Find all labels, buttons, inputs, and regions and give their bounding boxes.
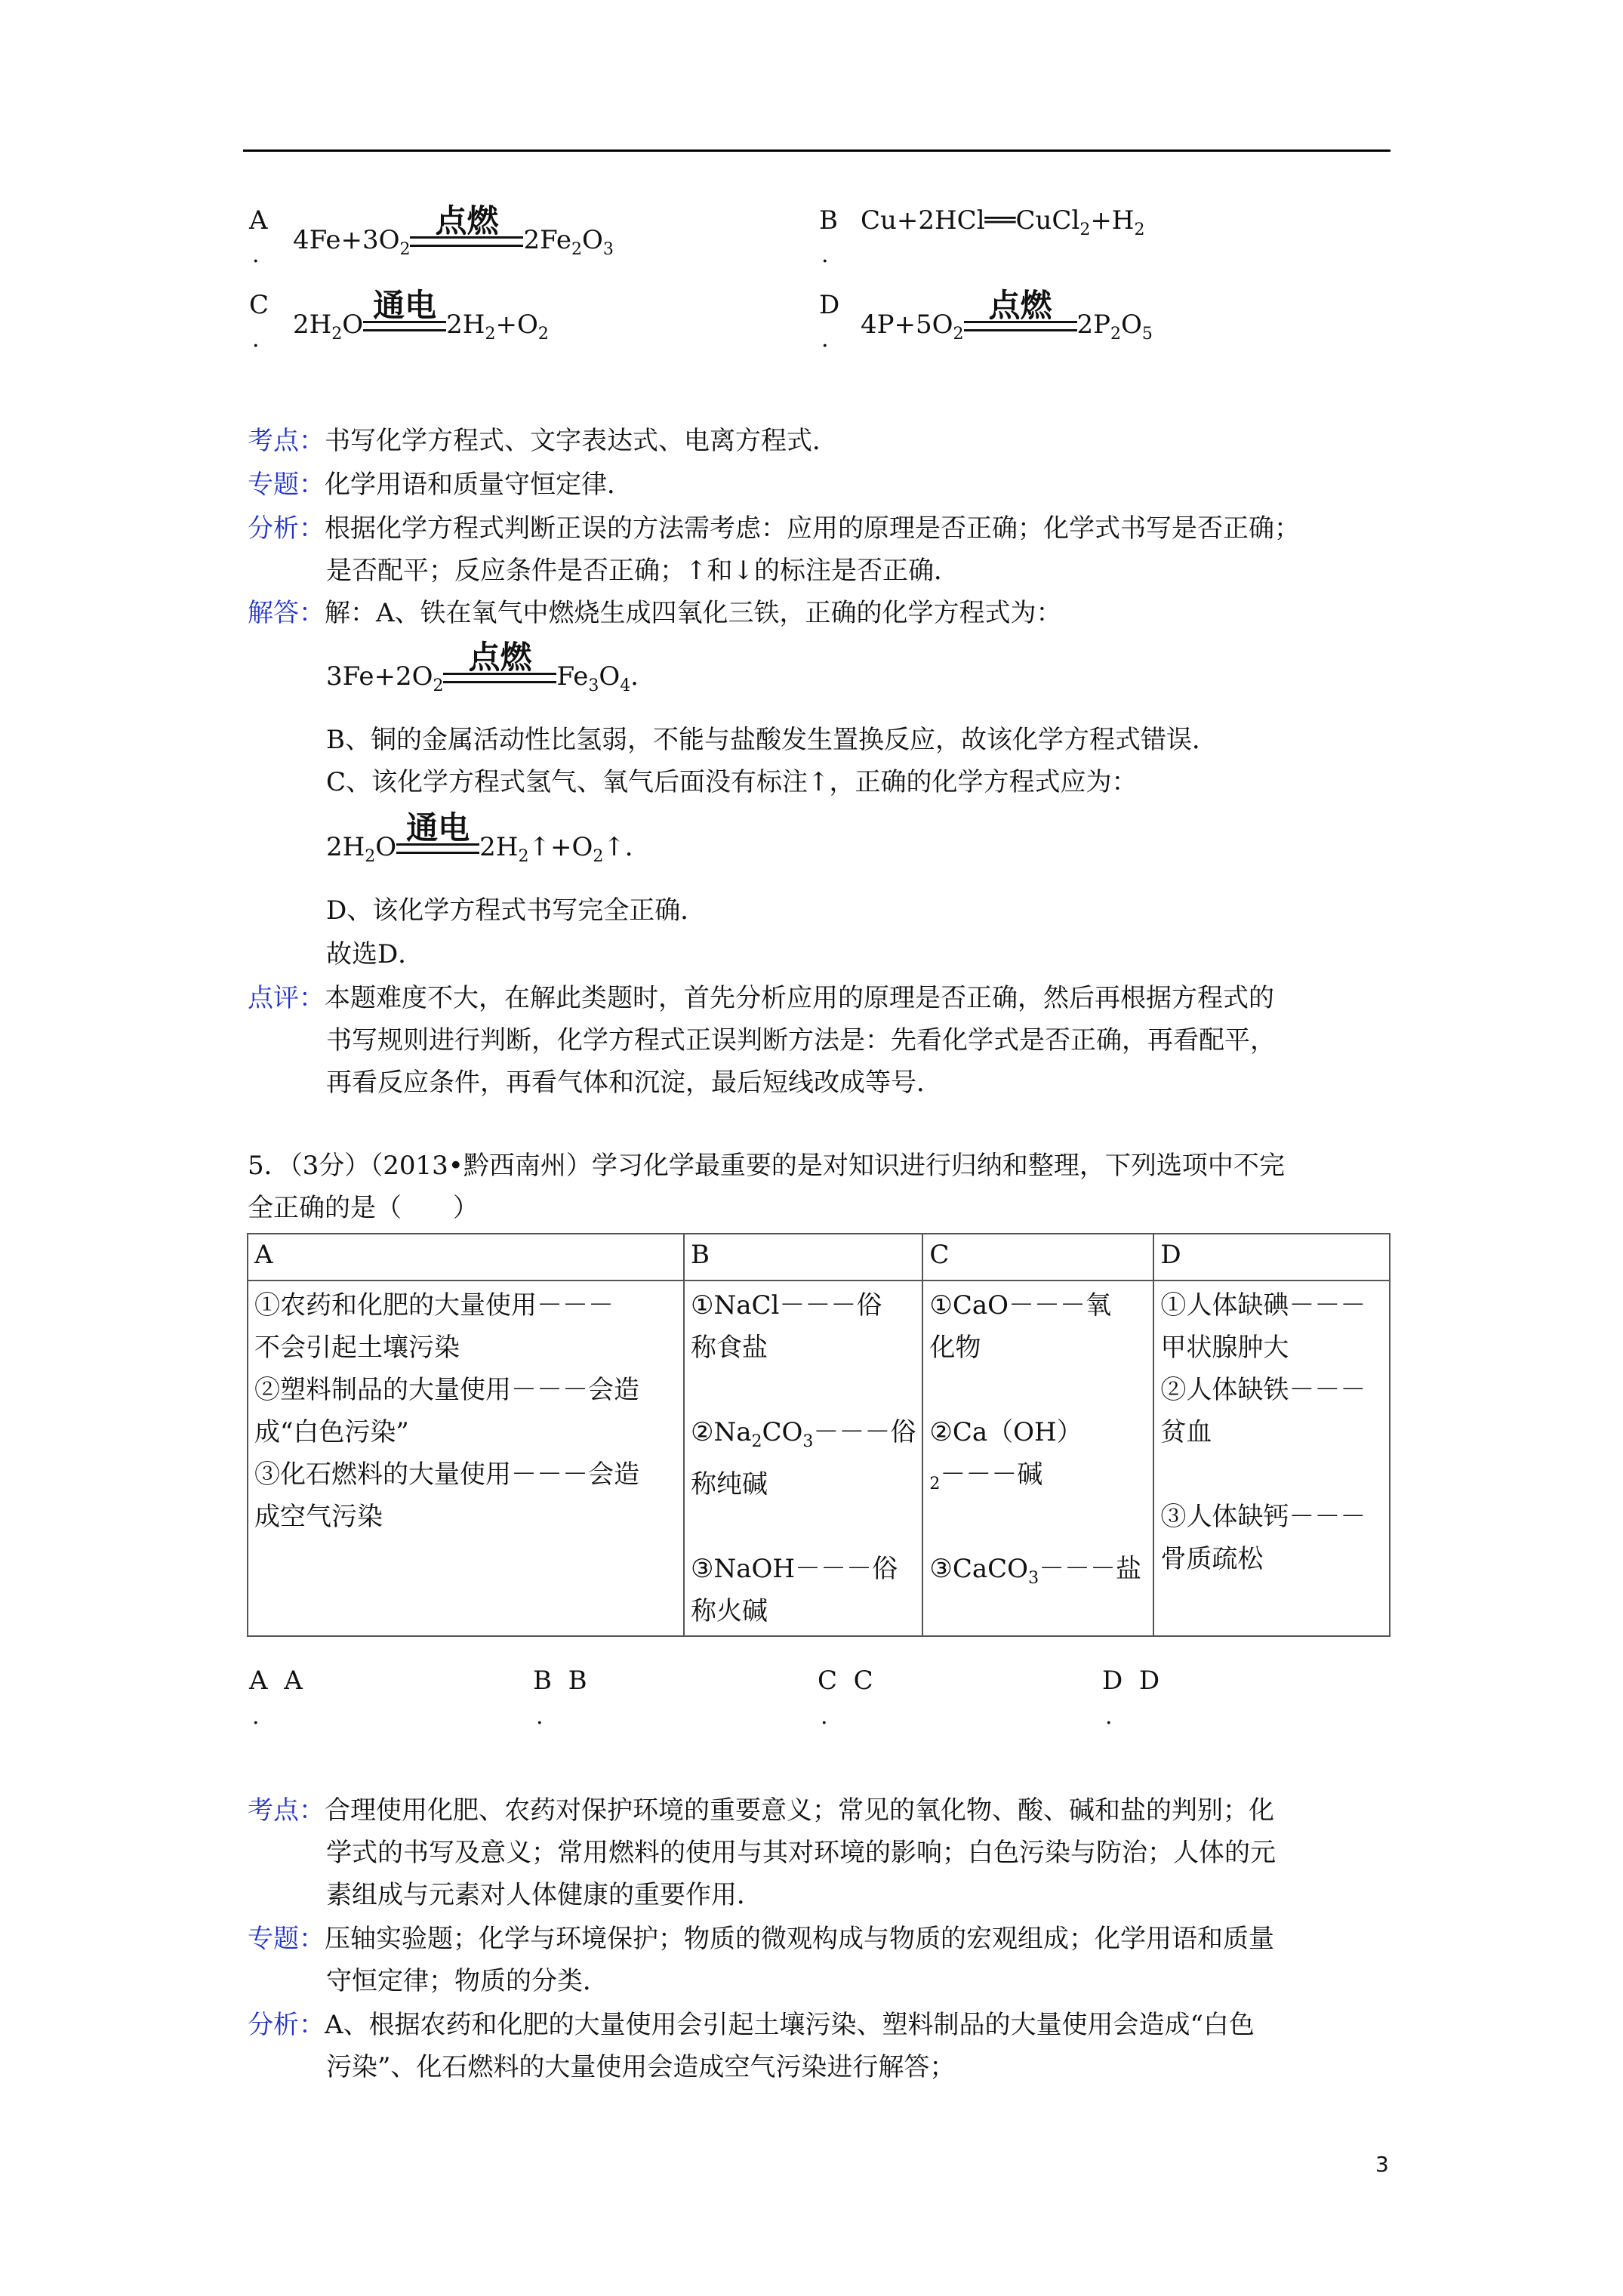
q4-answer: 故选D．: [326, 939, 424, 969]
choice-a-dot: .: [252, 1703, 260, 1730]
page-number: 3: [1375, 2152, 1389, 2177]
dianping-label: 点评：: [248, 983, 325, 1013]
option-c-dot: .: [252, 326, 260, 353]
kaodian-label: 考点：: [248, 1795, 325, 1826]
choice-d-dot: .: [1105, 1703, 1113, 1730]
jieda-label: 解答：: [248, 598, 325, 628]
q5-stem-line2: 全正确的是（ ）: [248, 1193, 479, 1223]
choice-b-dot: .: [536, 1703, 544, 1730]
table-cell-b: ①NaCl－－－俗 称食盐 $②Na_2CO_3---$俗 称纯碱 ③NaOH－－－俗 称火碱: [684, 1281, 922, 1636]
q5-fenxi-line2: 污染”、化石燃料的大量使用会造成空气污染进行解答；: [326, 2052, 956, 2082]
q4-jieda-b: B、铜的金属活动性比氢弱，不能与盐酸发生置换反应，故该化学方程式错误．: [326, 725, 1218, 755]
fenxi-label: 分析：: [248, 2010, 325, 2040]
table-cell-c: ①CaO－－－氧 化物 ②Ca（OH） $_2$－－－碱 ③CaCO$_3$－－－盐: [922, 1281, 1153, 1636]
option-d-equation: $4P+5O_2$ 点燃 $2P_2O_5$: [861, 287, 1153, 344]
option-b-dot: .: [821, 242, 829, 268]
q4-jieda: 解答：解：A、铁在氧气中燃烧生成四氧化三铁，正确的化学方程式为：: [248, 598, 1062, 628]
q4-jieda-eq-a: $3Fe+2O_2$ 点燃 $Fe_3O_4$．: [326, 639, 657, 695]
q5-options-table: [247, 1233, 1390, 1637]
choice-a: A A: [249, 1666, 303, 1696]
table-cell-d: ①人体缺碘－－－ 甲状腺肿大 ②人体缺铁－－－ 贫血 ③人体缺钙－－－ 骨质疏松: [1153, 1281, 1390, 1636]
q4-fenxi: 分析：根据化学方程式判断正误的方法需考虑：应用的原理是否正确；化学式书写是否正确；: [248, 513, 1300, 544]
q5-kaodian: 考点：合理使用化肥、农药对保护环境的重要意义；常见的氧化物、酸、碱和盐的判别；化: [248, 1795, 1274, 1826]
q4-zhuanti: 专题：化学用语和质量守恒定律．: [248, 470, 633, 500]
q5-zhuanti-line2: 守恒定律；物质的分类．: [326, 1966, 608, 1996]
table-header-b: B: [684, 1234, 922, 1281]
option-d-letter: D: [819, 290, 840, 320]
fenxi-label: 分析：: [248, 513, 325, 544]
q5-zhuanti: 专题：压轴实验题；化学与环境保护；物质的微观构成与物质的宏观组成；化学用语和质量: [248, 1924, 1274, 1954]
option-a-dot: .: [252, 242, 260, 268]
option-b-letter: B: [819, 205, 838, 236]
option-a-equation: $4Fe+3O_2$ 点燃 $2Fe_2O_3$: [293, 202, 614, 259]
q4-dianping: 点评：本题难度不大，在解此类题时，首先分析应用的原理是否正确，然后再根据方程式的: [248, 983, 1274, 1013]
q4-dianping-line3: 再看反应条件，再看气体和沉淀，最后短线改成等号．: [326, 1068, 942, 1098]
choice-b: B B: [533, 1666, 587, 1696]
choice-c-dot: .: [821, 1703, 828, 1730]
q4-jieda-eq-c: $2H_2O$ 通电 $2H_2↑+O_2↑$．: [326, 809, 651, 866]
q4-dianping-line2: 书写规则进行判断，化学方程式正误判断方法是：先看化学式是否正确，再看配平，: [326, 1025, 1276, 1056]
choice-c: C C: [818, 1666, 873, 1696]
kaodian-label: 考点：: [248, 426, 325, 456]
q5-stem: 5．（3分）（2013•黔西南州）学习化学最重要的是对知识进行归纳和整理，下列选项中不完: [248, 1151, 1285, 1181]
q4-kaodian: 考点：书写化学方程式、文字表达式、电离方程式．: [248, 426, 838, 456]
q5-fenxi: 分析：A、根据农药和化肥的大量使用会引起土壤污染、塑料制品的大量使用会造成“白色: [248, 2010, 1255, 2040]
option-b-equation: $Cu+2HCl══CuCl_2+H_2$: [861, 205, 1145, 239]
table-header-a: A: [248, 1234, 684, 1281]
table-header-c: C: [922, 1234, 1153, 1281]
option-c-equation: $2H_2O$ 通电 $2H_2+O_2$: [293, 287, 549, 344]
option-a-letter: A: [249, 205, 268, 236]
zhuanti-label: 专题：: [248, 470, 325, 500]
header-rule: [243, 149, 1390, 152]
table-header-d: D: [1153, 1234, 1390, 1281]
option-d-dot: .: [821, 326, 829, 353]
q4-fenxi-line2: 是否配平；反应条件是否正确；↑和↓的标注是否正确．: [326, 556, 959, 586]
q4-jieda-c: C、该化学方程式氢气、氧气后面没有标注↑，正确的化学方程式应为：: [326, 767, 1138, 797]
table-cell-a: ①农药和化肥的大量使用－－－ 不会引起土壤污染 ②塑料制品的大量使用－－－会造 成“白色污染” ③化石燃料的大量使用－－－会造 成空气污染: [248, 1281, 684, 1636]
q5-kaodian-line2: 学式的书写及意义；常用燃料的使用与其对环境的影响；白色污染与防治；人体的元: [326, 1838, 1276, 1868]
q4-jieda-d: D、该化学方程式书写完全正确．: [326, 895, 707, 926]
zhuanti-label: 专题：: [248, 1924, 325, 1954]
q5-kaodian-line3: 素组成与元素对人体健康的重要作用．: [326, 1880, 762, 1910]
choice-d: D D: [1102, 1666, 1160, 1696]
option-c-letter: C: [249, 290, 269, 320]
